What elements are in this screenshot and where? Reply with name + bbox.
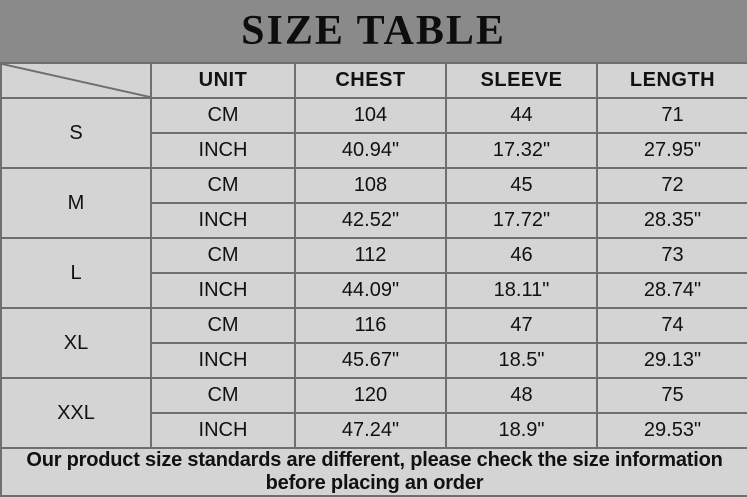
xl-inch-chest: 45.67" xyxy=(295,343,446,378)
unit-cm: CM xyxy=(151,378,295,413)
diagonal-line-icon xyxy=(2,64,150,97)
l-cm-length: 73 xyxy=(597,238,747,273)
table-row xyxy=(1,378,747,413)
header-unit: UNIT xyxy=(151,63,295,98)
xxl-cm-chest: 120 xyxy=(295,378,446,413)
size-label-s: S xyxy=(1,98,151,168)
table-row xyxy=(1,238,747,273)
table-header-row xyxy=(1,63,747,98)
m-inch-chest: 42.52" xyxy=(295,203,446,238)
m-cm-length: 72 xyxy=(597,168,747,203)
m-inch-sleeve: 17.72" xyxy=(446,203,597,238)
table-row xyxy=(1,168,747,203)
corner-diagonal-cell xyxy=(1,63,151,98)
m-cm-chest: 108 xyxy=(295,168,446,203)
unit-inch: INCH xyxy=(151,343,295,378)
l-inch-chest: 44.09" xyxy=(295,273,446,308)
size-table xyxy=(0,62,747,497)
unit-cm: CM xyxy=(151,308,295,343)
table-row xyxy=(1,308,747,343)
unit-inch: INCH xyxy=(151,413,295,448)
unit-cm: CM xyxy=(151,168,295,203)
xl-cm-length: 74 xyxy=(597,308,747,343)
l-inch-sleeve: 18.11" xyxy=(446,273,597,308)
table-row xyxy=(1,98,747,133)
l-cm-sleeve: 46 xyxy=(446,238,597,273)
header-length: LENGTH xyxy=(597,63,747,98)
s-cm-length: 71 xyxy=(597,98,747,133)
header-chest: CHEST xyxy=(295,63,446,98)
s-inch-sleeve: 17.32" xyxy=(446,133,597,168)
l-cm-chest: 112 xyxy=(295,238,446,273)
header-sleeve: SLEEVE xyxy=(446,63,597,98)
m-cm-sleeve: 45 xyxy=(446,168,597,203)
unit-inch: INCH xyxy=(151,133,295,168)
m-inch-length: 28.35" xyxy=(597,203,747,238)
xl-cm-chest: 116 xyxy=(295,308,446,343)
l-inch-length: 28.74" xyxy=(597,273,747,308)
xl-inch-sleeve: 18.5" xyxy=(446,343,597,378)
unit-cm: CM xyxy=(151,98,295,133)
s-cm-chest: 104 xyxy=(295,98,446,133)
xl-cm-sleeve: 47 xyxy=(446,308,597,343)
unit-cm: CM xyxy=(151,238,295,273)
size-label-l: L xyxy=(1,238,151,308)
xxl-inch-length: 29.53" xyxy=(597,413,747,448)
xl-inch-length: 29.13" xyxy=(597,343,747,378)
s-inch-chest: 40.94" xyxy=(295,133,446,168)
size-label-xl: XL xyxy=(1,308,151,378)
xxl-cm-sleeve: 48 xyxy=(446,378,597,413)
size-label-m: M xyxy=(1,168,151,238)
unit-inch: INCH xyxy=(151,203,295,238)
page-title: SIZE TABLE xyxy=(241,8,506,54)
xxl-inch-chest: 47.24" xyxy=(295,413,446,448)
size-label-xxl: XXL xyxy=(1,378,151,448)
xxl-inch-sleeve: 18.9" xyxy=(446,413,597,448)
note-row xyxy=(1,448,747,496)
unit-inch: INCH xyxy=(151,273,295,308)
s-inch-length: 27.95" xyxy=(597,133,747,168)
xxl-cm-length: 75 xyxy=(597,378,747,413)
size-note: Our product size standards are different, please check the size information before placing an order xyxy=(1,448,747,496)
page-title-bar xyxy=(0,0,747,62)
s-cm-sleeve: 44 xyxy=(446,98,597,133)
